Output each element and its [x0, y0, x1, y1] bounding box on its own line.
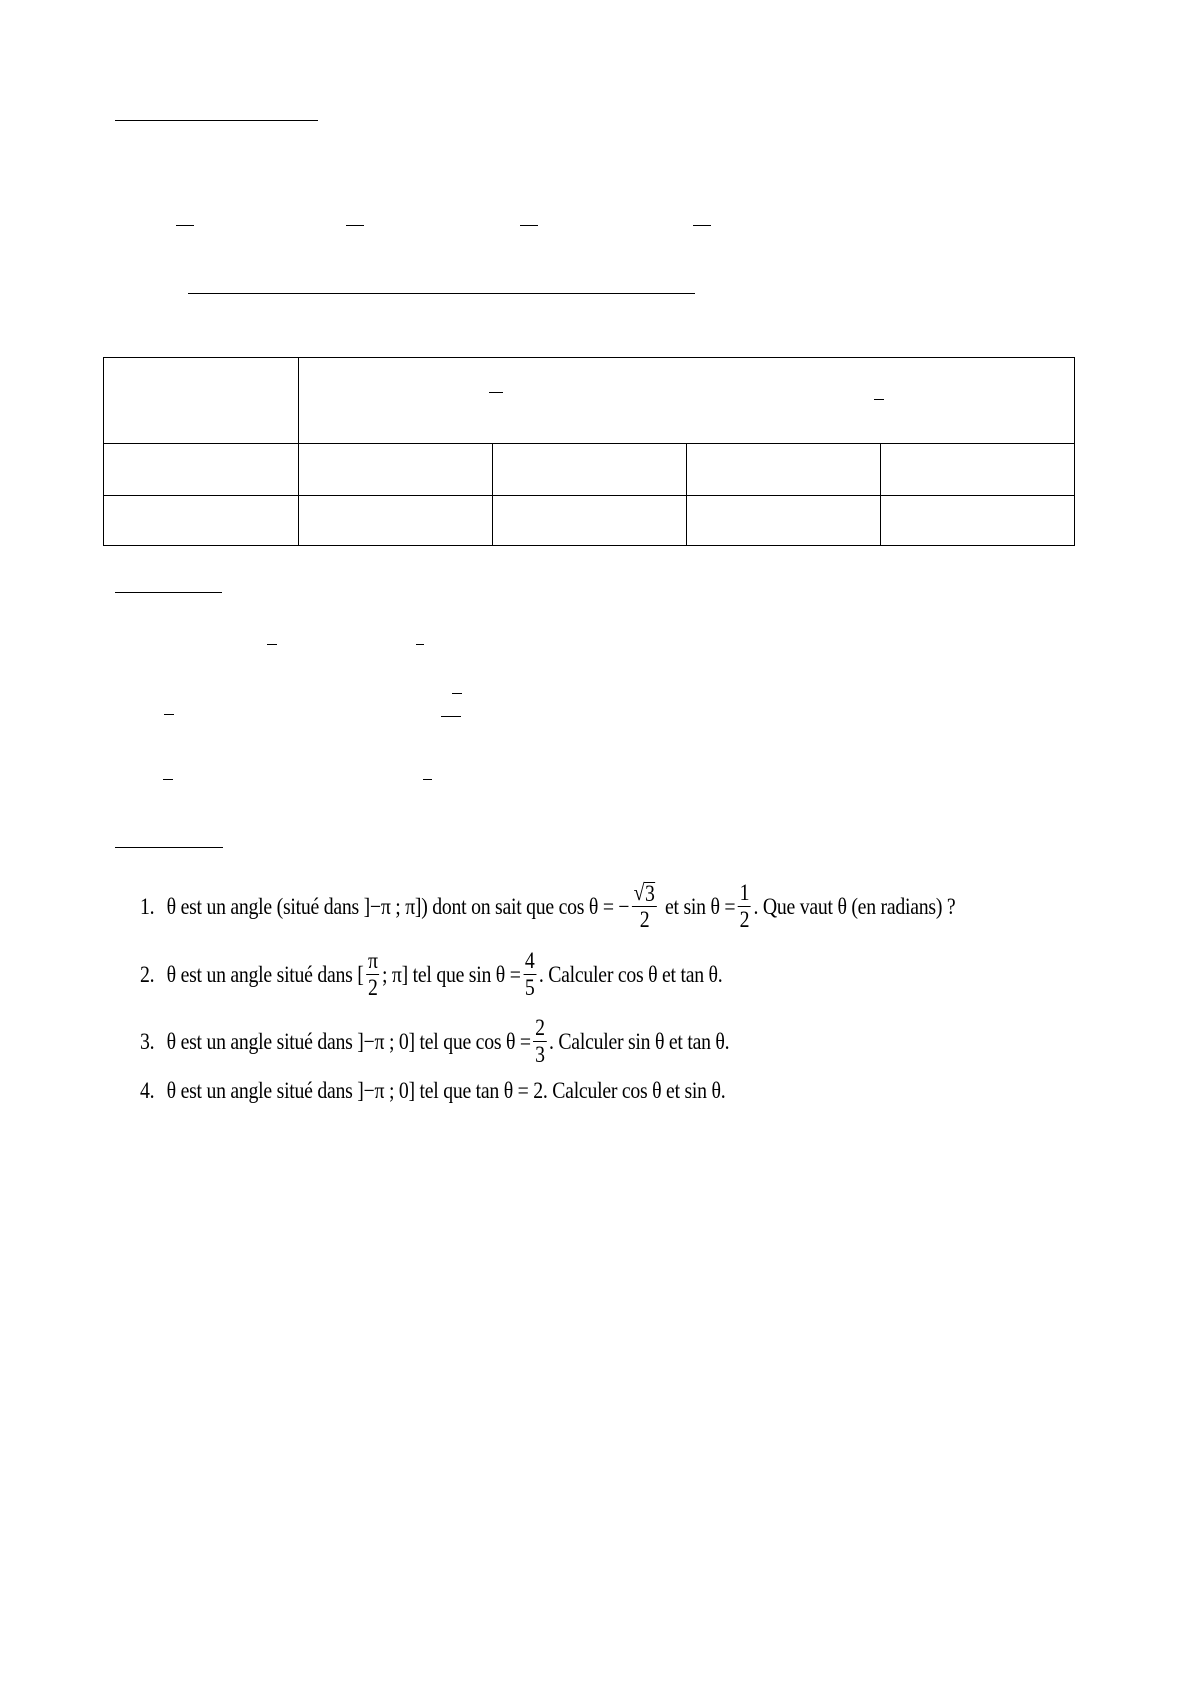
long-underline	[188, 293, 695, 294]
fraction-mark	[416, 644, 424, 645]
fraction-mark	[346, 225, 364, 226]
exercise-text: et sin θ =	[665, 893, 736, 919]
fraction-mark	[693, 225, 711, 226]
fraction	[738, 880, 751, 933]
exercise-number: 2.	[140, 961, 155, 987]
exercise-item-2	[140, 948, 722, 1001]
fraction	[366, 948, 379, 1001]
exercise-text: . Calculer sin θ et tan θ.	[548, 1028, 730, 1054]
exercise-item-1	[140, 880, 955, 933]
table-cell	[687, 444, 881, 496]
fraction-mark	[452, 693, 462, 694]
table-cell	[299, 496, 493, 546]
exercise-number: 4.	[140, 1078, 155, 1103]
heading-underline-2	[115, 592, 222, 593]
fraction-denominator: 2	[739, 907, 750, 932]
fraction-numerator: 2	[535, 1015, 545, 1040]
table-header-label-cell	[104, 358, 299, 444]
fraction-denominator: 2	[639, 907, 650, 932]
fraction	[632, 880, 657, 933]
table-cell	[687, 496, 881, 546]
fraction-mark	[520, 225, 538, 226]
fraction-numerator: 3	[645, 881, 655, 906]
sqrt-symbol: √	[633, 880, 645, 905]
fraction-mark	[874, 399, 884, 400]
table-cell	[104, 496, 299, 546]
exercise-text: θ est un angle situé dans ]−π ; 0] tel que tan θ = 2. Calculer cos θ et sin θ.	[166, 1078, 726, 1103]
fraction	[533, 1015, 546, 1068]
fraction-mark	[164, 714, 174, 715]
fraction-denominator: 3	[535, 1042, 545, 1067]
table-cell	[299, 444, 493, 496]
exercise-text: θ est un angle situé dans [	[166, 961, 364, 987]
fraction-numerator: π	[367, 948, 378, 973]
fraction-numerator: 4	[524, 948, 535, 973]
fraction-numerator: 1	[739, 880, 750, 905]
fraction-denominator: 5	[524, 975, 535, 1000]
exercise-text: θ est un angle (situé dans ]−π ; π]) dont on sait que cos θ = −	[166, 893, 630, 919]
exercise-item-4	[140, 1078, 725, 1104]
exercise-text: ; π] tel que sin θ =	[381, 961, 521, 987]
table-cell	[104, 444, 299, 496]
fraction	[523, 948, 536, 1001]
table-cell	[881, 496, 1075, 546]
heading-underline-3	[115, 847, 223, 848]
sqrt-expression	[632, 880, 657, 906]
table-cell	[493, 444, 687, 496]
fraction-mark	[176, 225, 194, 226]
fraction-mark	[423, 779, 432, 780]
fraction-mark	[441, 716, 461, 717]
fraction-mark	[163, 779, 173, 780]
exercise-text: . Calculer cos θ et tan θ.	[538, 961, 723, 987]
table-cell	[881, 444, 1075, 496]
table-header-merged-cell	[299, 358, 1075, 444]
heading-underline-1	[115, 120, 318, 121]
fraction-mark	[489, 392, 503, 393]
values-table	[103, 357, 1075, 546]
exercise-number: 1.	[140, 893, 155, 919]
fraction-denominator: 2	[367, 975, 378, 1000]
exercise-text: . Que vaut θ (en radians) ?	[753, 893, 956, 919]
exercise-item-3	[140, 1015, 729, 1068]
table-cell	[493, 496, 687, 546]
exercise-number: 3.	[140, 1028, 155, 1054]
exercise-text: θ est un angle situé dans ]−π ; 0] tel que cos θ =	[166, 1028, 531, 1054]
fraction-mark	[267, 644, 277, 645]
